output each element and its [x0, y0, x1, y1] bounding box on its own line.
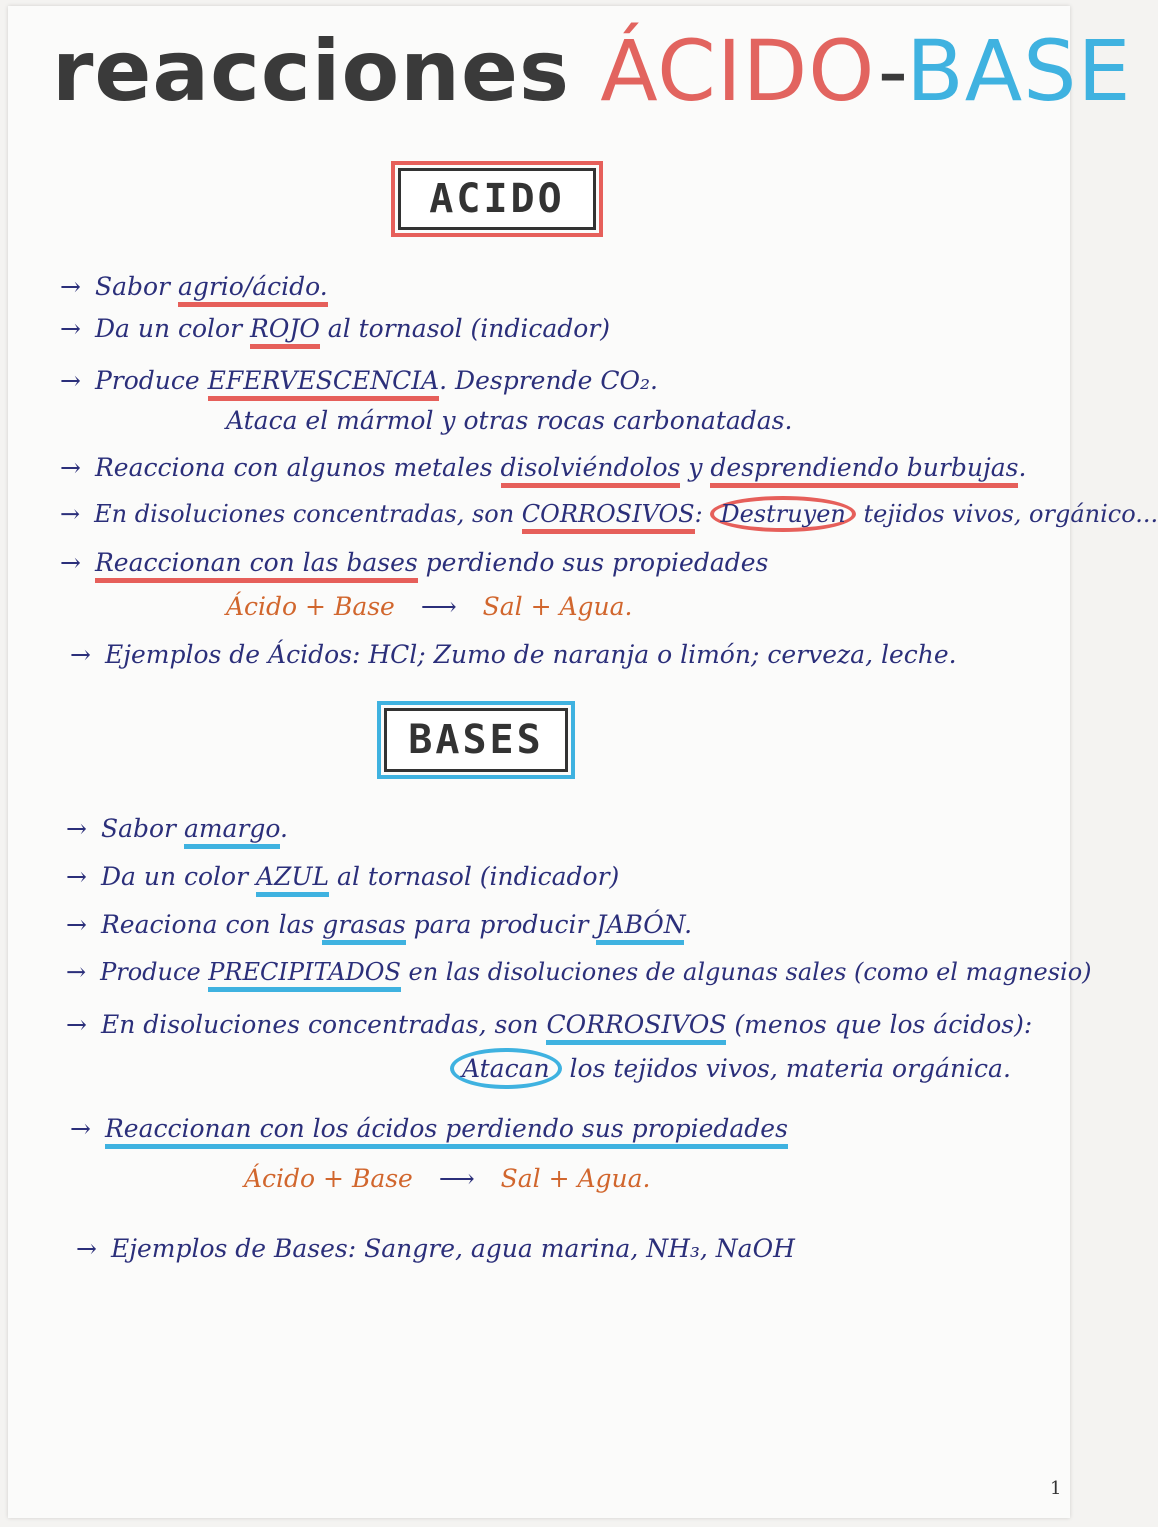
title-part-base: BASE: [906, 22, 1132, 120]
title-part-acido: ÁCIDO: [600, 22, 878, 120]
arrow-icon: →: [60, 500, 81, 528]
bases-line-6: → Reaccionan con los ácidos perdiendo sus propiedades: [70, 1114, 788, 1143]
arrow-icon: →: [66, 910, 87, 939]
arrow-icon: →: [60, 548, 81, 577]
bases-equation: Ácido + Base ⟶ Sal + Agua.: [244, 1164, 651, 1193]
bases-line-3: → Reaciona con las grasas para producir JABÓN.: [66, 910, 692, 939]
acido-heading: ACIDO: [429, 176, 565, 222]
acido-line-6: → Reaccionan con las bases perdiendo sus propiedades: [60, 548, 768, 577]
acido-line-3b: Ataca el mármol y otras rocas carbonatadas.: [226, 406, 793, 435]
arrow-icon: →: [76, 1234, 97, 1263]
page-title: [52, 22, 1132, 120]
arrow-icon: →: [60, 366, 81, 395]
arrow-icon: →: [66, 1010, 87, 1039]
bases-heading: BASES: [408, 717, 544, 763]
bases-line-1: → Sabor amargo.: [66, 814, 288, 843]
arrow-icon: →: [60, 272, 81, 301]
arrow-icon: →: [66, 958, 87, 986]
bases-line-5: → En disoluciones concentradas, son CORROSIVOS (menos que los ácidos):: [66, 1010, 1032, 1039]
arrow-icon: →: [66, 814, 87, 843]
title-part-reacciones: reacciones: [52, 22, 570, 120]
arrow-icon: →: [66, 862, 87, 891]
page-number: 1: [1050, 1478, 1062, 1499]
acido-line-4: → Reacciona con algunos metales disolviéndolos y desprendiendo burbujas.: [60, 453, 1026, 482]
acido-equation: Ácido + Base ⟶ Sal + Agua.: [226, 592, 633, 621]
acido-line-2: → Da un color ROJO al tornasol (indicador): [60, 314, 610, 343]
arrow-icon: →: [70, 1114, 91, 1143]
bases-line-8: → Ejemplos de Bases: Sangre, agua marina, NH₃, NaOH: [76, 1234, 795, 1263]
reaction-arrow-icon: ⟶: [438, 1164, 475, 1193]
bases-heading-box: [384, 708, 568, 772]
bases-line-5b: Atacan los tejidos vivos, materia orgánica.: [450, 1054, 1011, 1083]
acido-line-5: → En disoluciones concentradas, son CORROSIVOS: Destruyen tejidos vivos, orgánico...: [60, 500, 1158, 528]
acido-line-1: → Sabor agrio/ácido.: [60, 272, 328, 301]
bases-line-2: → Da un color AZUL al tornasol (indicador): [66, 862, 619, 891]
acido-heading-box: [398, 168, 596, 230]
title-dash: -: [877, 22, 907, 120]
arrow-icon: →: [70, 640, 91, 669]
acido-line-8: → Ejemplos de Ácidos: HCl; Zumo de naranja o limón; cerveza, leche.: [70, 640, 957, 669]
bases-line-4: → Produce PRECIPITADOS en las disoluciones de algunas sales (como el magnesio): [66, 958, 1092, 986]
arrow-icon: →: [60, 314, 81, 343]
reaction-arrow-icon: ⟶: [420, 592, 457, 621]
acido-line-3: → Produce EFERVESCENCIA. Desprende CO₂.: [60, 366, 658, 395]
arrow-icon: →: [60, 453, 81, 482]
